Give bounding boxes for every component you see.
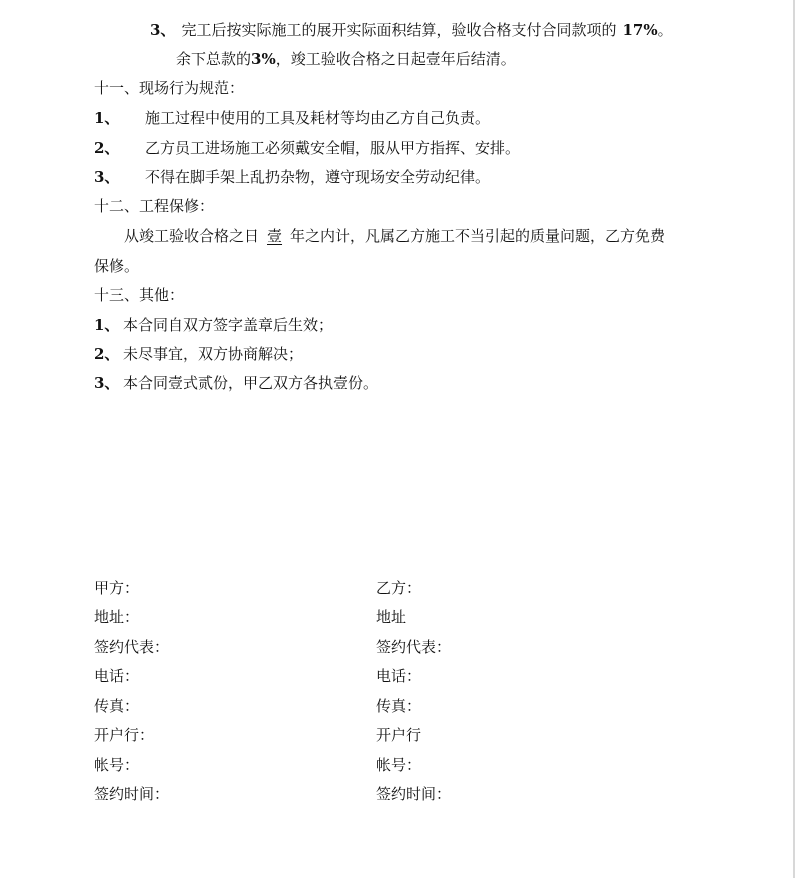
payment-remainder-percent: 3% (251, 50, 276, 68)
section-13-item-3-number: 3、 (94, 374, 120, 392)
party-b-rep-label: 签约代表： (376, 638, 452, 656)
payment-item-3 (150, 20, 673, 40)
party-a-fax-label: 传真： (94, 697, 140, 715)
section-13-item-2-text: 未尽事宜，双方协商解决； (123, 345, 304, 363)
section-13-item-2-number: 2、 (94, 345, 120, 363)
section-13-heading: 十三、其他： (94, 286, 185, 304)
payment-remainder-text-b: ，竣工验收合格之日起壹年后结清。 (275, 50, 516, 68)
section-11-item-1-text: 施工过程中使用的工具及耗材等均由乙方自己负责。 (145, 109, 491, 127)
party-b-fax-label: 传真： (376, 697, 422, 715)
section-11-item-3-text: 不得在脚手架上乱扔杂物，遵守现场安全劳动纪律。 (145, 168, 491, 186)
section-12-text-b: 年之内计，凡属乙方施工不当引起的质量问题，乙方免费 (290, 227, 666, 245)
payment-item-3-percent: 17% (622, 21, 658, 39)
section-13-item-1-text: 本合同自双方签字盖章后生效； (123, 316, 334, 334)
section-12-text-c: 保修。 (94, 257, 140, 275)
party-a-label: 甲方： (94, 579, 140, 597)
section-13-item-3 (94, 373, 378, 393)
party-a-phone-label: 电话： (94, 667, 140, 685)
section-11-item-1 (94, 108, 490, 128)
section-12-years: 壹 (267, 227, 283, 245)
party-a-date-label: 签约时间： (94, 785, 170, 803)
party-b-bank-label: 开户行 (376, 726, 422, 744)
party-b-account-label: 帐号： (376, 756, 422, 774)
section-12-warranty (124, 226, 665, 246)
section-11-item-3-number: 3、 (94, 168, 120, 186)
section-13-item-1-number: 1、 (94, 316, 120, 334)
payment-item-3-number: 3、 (150, 21, 176, 39)
section-13-item-3-text: 本合同壹式贰份，甲乙双方各执壹份。 (123, 374, 379, 392)
payment-item-3-text: 完工后按实际施工的展开实际面积结算，验收合格支付合同款项的 (181, 21, 617, 39)
section-11-item-1-number: 1、 (94, 109, 120, 127)
payment-remainder (176, 49, 516, 69)
party-b-label: 乙方： (376, 579, 422, 597)
section-11-item-2-number: 2、 (94, 139, 120, 157)
payment-remainder-text-a: 余下总款的 (176, 50, 252, 68)
party-b-phone-label: 电话： (376, 667, 422, 685)
section-11-item-3 (94, 167, 490, 187)
section-13-item-1 (94, 315, 333, 335)
party-a-rep-label: 签约代表： (94, 638, 170, 656)
party-a-account-label: 帐号： (94, 756, 140, 774)
payment-item-3-end: 。 (657, 21, 673, 39)
party-a-address-label: 地址： (94, 608, 140, 626)
party-b-address-label: 地址 (376, 608, 407, 626)
section-13-item-2 (94, 344, 303, 364)
section-11-item-2-text: 乙方员工进场施工必须戴安全帽，服从甲方指挥、安排。 (145, 139, 521, 157)
party-b-date-label: 签约时间： (376, 785, 452, 803)
section-11-item-2 (94, 138, 520, 158)
section-12-heading: 十二、工程保修： (94, 197, 215, 215)
party-a-bank-label: 开户行： (94, 726, 155, 744)
section-12-text-a: 从竣工验收合格之日 (124, 227, 260, 245)
section-11-heading: 十一、现场行为规范： (94, 79, 245, 97)
